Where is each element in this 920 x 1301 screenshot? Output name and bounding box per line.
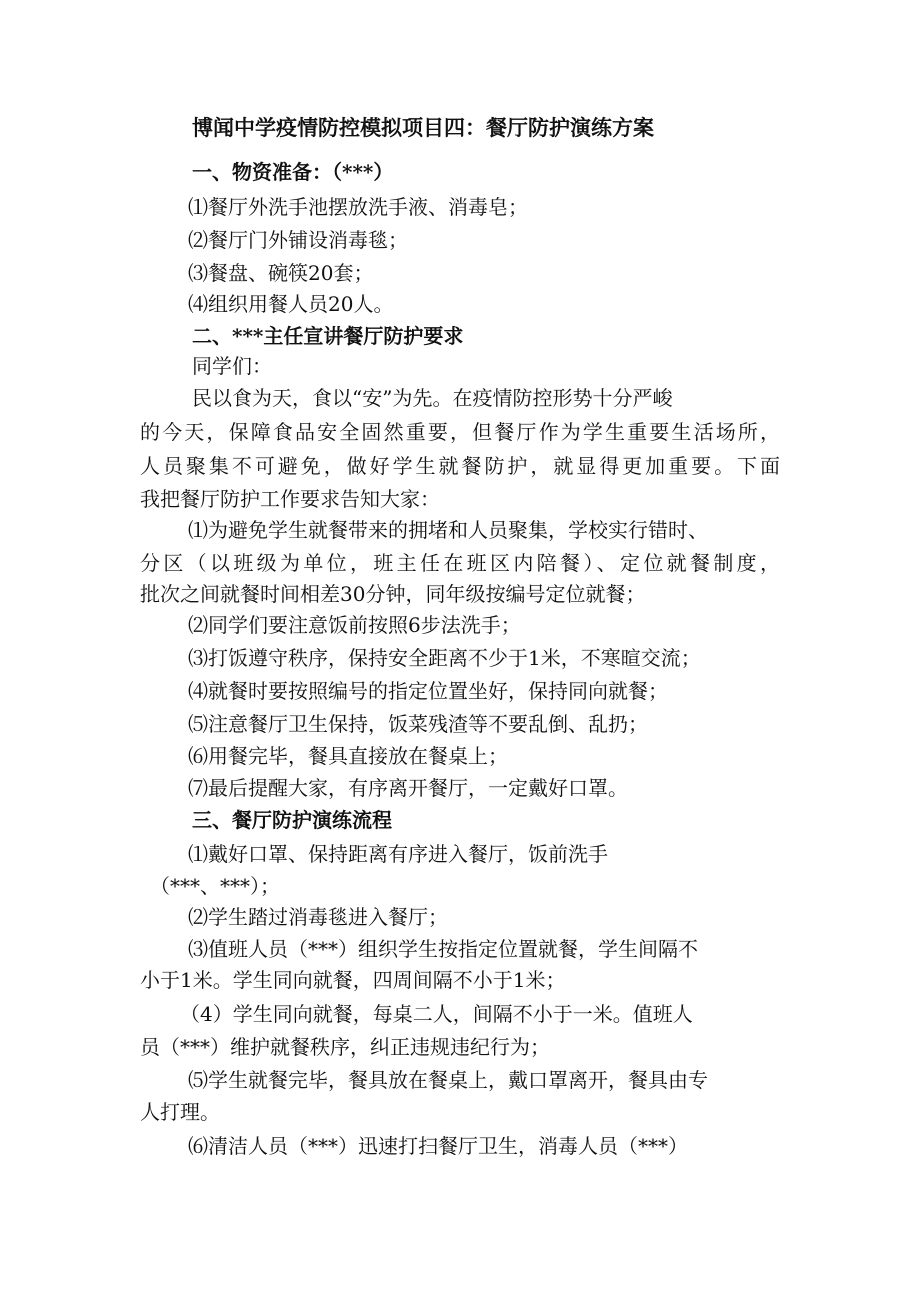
rule-1-line-3: 批次之间就餐时间相差30分钟，同年级按编号定位就餐； bbox=[140, 582, 646, 606]
step-3-line-1: ⑶值班人员（***）组织学生按指定位置就餐，学生间隔不 bbox=[188, 937, 698, 961]
supply-item-4: ⑷组织用餐人员20人。 bbox=[188, 292, 394, 316]
step-1-line-1: ⑴戴好口罩、保持距离有序进入餐厅，饭前洗手 bbox=[188, 842, 608, 866]
rule-7: ⑺最后提醒大家，有序离开餐厅，一定戴好口罩。 bbox=[188, 776, 628, 800]
section1-heading: 一、物资准备：（***） bbox=[192, 160, 394, 184]
step-4-line-1: （4）学生同向就餐，每桌二人，间隔不小于一米。值班人 bbox=[180, 1002, 693, 1026]
step-5-line-1: ⑸学生就餐完毕，餐具放在餐桌上，戴口罩离开，餐具由专 bbox=[188, 1068, 708, 1092]
step-2: ⑵学生踏过消毒毯进入餐厅； bbox=[188, 905, 448, 929]
rule-4: ⑷就餐时要按照编号的指定位置坐好，保持同向就餐； bbox=[188, 679, 668, 703]
document-title: 博闻中学疫情防控模拟项目四：餐厅防护演练方案 bbox=[192, 115, 654, 140]
rule-2: ⑵同学们要注意饭前按照6步法洗手； bbox=[188, 613, 521, 637]
section3-heading: 三、餐厅防护演练流程 bbox=[192, 808, 392, 832]
step-1-line-2: （***、***）； bbox=[150, 874, 280, 898]
supply-item-1: ⑴餐厅外洗手池摆放洗手液、消毒皂； bbox=[188, 195, 528, 219]
step-5-line-2: 人打理。 bbox=[140, 1100, 220, 1124]
rule-3: ⑶打饭遵守秩序，保持安全距离不少于1米，不寒暄交流； bbox=[188, 646, 701, 670]
supply-item-3: ⑶餐盘、碗筷20套； bbox=[188, 261, 374, 285]
step-3-line-2: 小于1米。学生同向就餐，四周间隔不小于1米； bbox=[140, 968, 566, 992]
intro-line-2: 的今天，保障食品安全固然重要，但餐厅作为学生重要生活场所， bbox=[140, 420, 780, 444]
rule-1-line-2: 分区（以班级为单位，班主任在班区内陪餐）、定位就餐制度， bbox=[140, 551, 780, 575]
step-4-line-2: 员（***）维护就餐秩序，纠正违规违纪行为； bbox=[140, 1035, 550, 1059]
intro-line-3: 人员聚集不可避免，做好学生就餐防护，就显得更加重要。下面 bbox=[140, 454, 780, 478]
supply-item-2: ⑵餐厅门外铺设消毒毯； bbox=[188, 228, 408, 252]
greeting: 同学们： bbox=[192, 354, 272, 378]
step-6: ⑹清洁人员（***）迅速打扫餐厅卫生，消毒人员（***） bbox=[188, 1134, 688, 1158]
section2-heading: 二、***主任宣讲餐厅防护要求 bbox=[192, 324, 464, 348]
rule-1-line-1: ⑴为避免学生就餐带来的拥堵和人员聚集，学校实行错时、 bbox=[188, 518, 708, 542]
rule-5: ⑸注意餐厅卫生保持，饭菜残渣等不要乱倒、乱扔； bbox=[188, 712, 648, 736]
intro-line-4: 我把餐厅防护工作要求告知大家： bbox=[140, 487, 440, 511]
intro-line-1: 民以食为天，食以“安”为先。在疫情防控形势十分严峻 bbox=[192, 386, 673, 410]
rule-6: ⑹用餐完毕，餐具直接放在餐桌上； bbox=[188, 744, 508, 768]
